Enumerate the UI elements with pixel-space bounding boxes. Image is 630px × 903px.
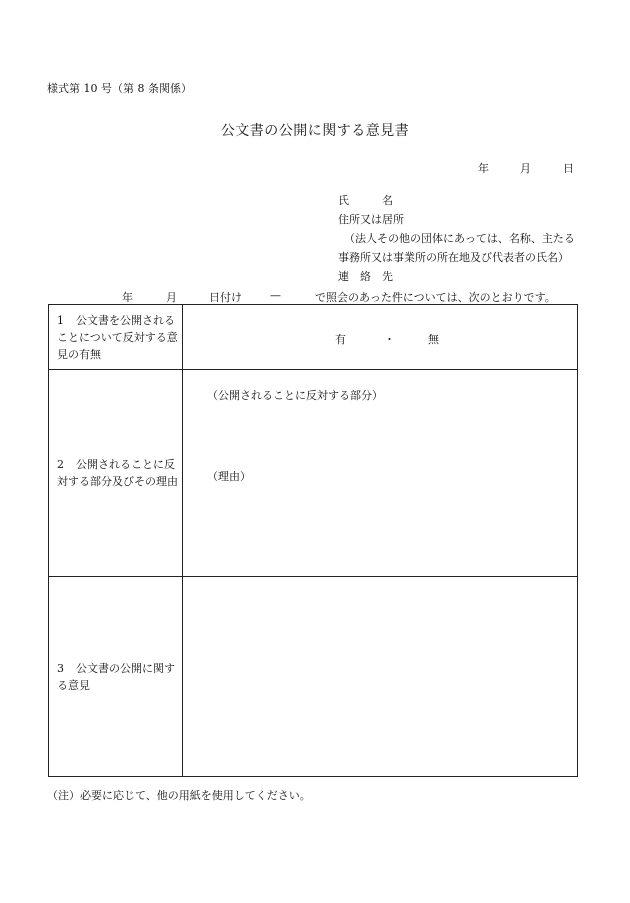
applicant-address-label: 住所又は居所	[338, 213, 404, 226]
applicant-block	[338, 191, 575, 286]
document-title: 公文書の公開に関する意見書	[220, 123, 410, 139]
intro-year: 年	[122, 291, 133, 304]
date-month: 月	[520, 162, 531, 175]
applicant-name-label: 氏 名	[338, 194, 393, 207]
intro-dash: —	[270, 289, 281, 302]
opinion-form-table	[48, 304, 578, 777]
opposed-part-label: （公開されることに反対する部分）	[207, 389, 383, 402]
table-row-opposition	[49, 305, 578, 370]
row-2-label: 2 公開されることに反対する部分及びその理由	[49, 370, 183, 577]
date-day: 日	[563, 162, 574, 175]
no-option[interactable]: 無	[428, 332, 439, 346]
option-separator: ・	[384, 332, 395, 346]
row-3-label: 3 公文書の公開に関する意見	[49, 577, 183, 777]
form-number: 様式第 10 号（第 8 条関係）	[47, 82, 192, 95]
intro-month: 月	[166, 291, 177, 304]
part-and-reason-cell[interactable]	[183, 370, 578, 577]
corporate-note-line-1: （法人その他の団体にあっては、名称、主たる	[344, 232, 575, 245]
row-1-label: 1 公文書を公開されることについて反対する意見の有無	[49, 305, 183, 370]
intro-text: で照会のあった件については、次のとおりです。	[315, 291, 556, 304]
date-year: 年	[478, 162, 489, 175]
reason-label: （理由）	[207, 470, 251, 483]
footnote: （注）必要に応じて、他の用紙を使用してください。	[47, 789, 311, 802]
table-row-part-and-reason	[49, 370, 578, 577]
applicant-contact-label: 連 絡 先	[338, 270, 393, 283]
yes-option[interactable]: 有	[335, 332, 346, 346]
opinion-cell[interactable]	[183, 577, 578, 777]
corporate-note-line-2: 事務所又は事業所の所在地及び代表者の氏名）	[338, 251, 569, 264]
table-row-opinion	[49, 577, 578, 777]
opposition-yes-no-cell[interactable]	[183, 305, 578, 370]
intro-dated: 日付け	[209, 291, 242, 304]
